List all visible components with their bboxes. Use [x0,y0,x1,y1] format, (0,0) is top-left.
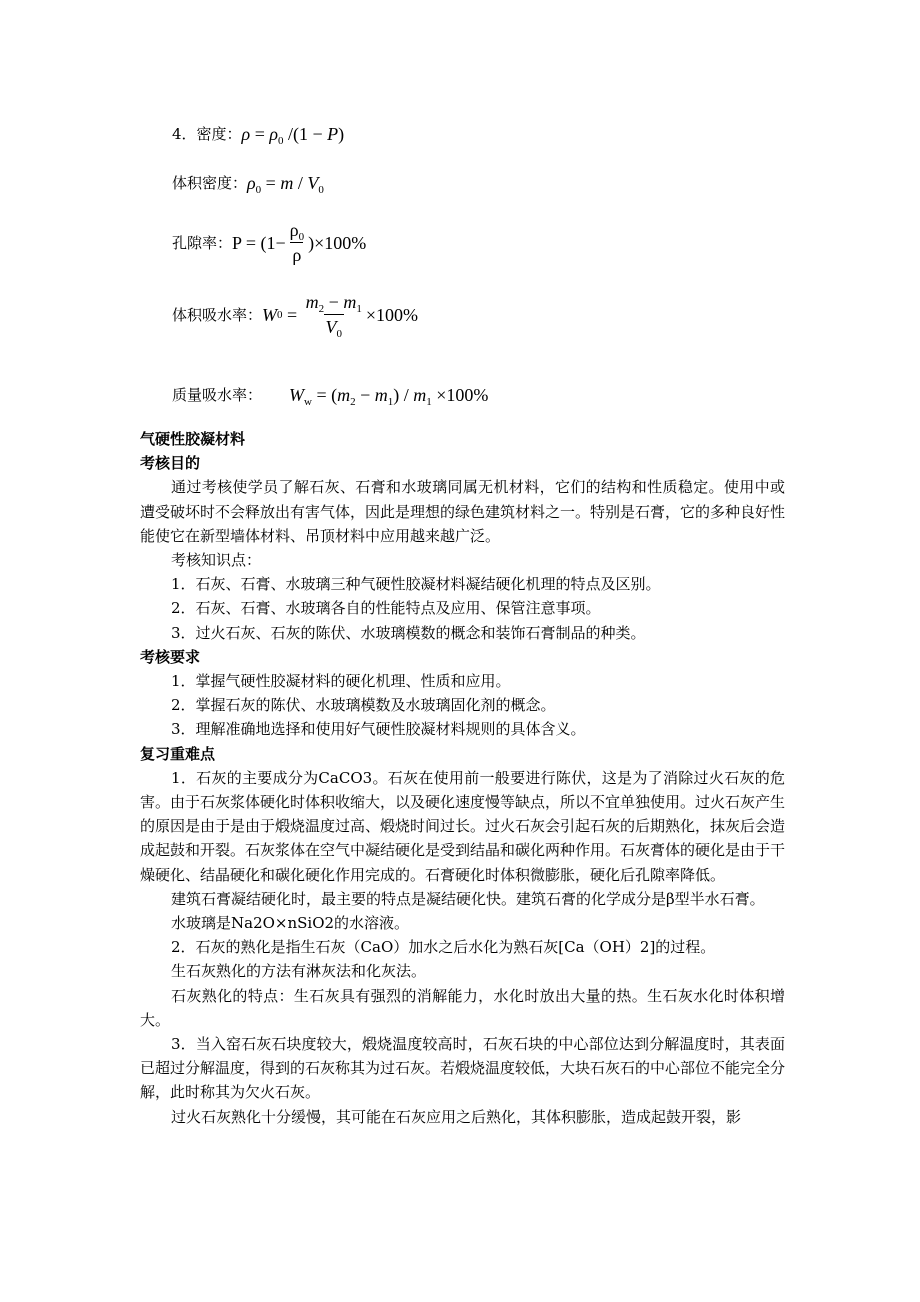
objectives-intro: 通过考核使学员了解石灰、石膏和水玻璃同属无机材料，它们的结构和性质稳定。使用中或遭受破坏时不会释放出有害气体，因此是理想的绿色建筑材料之一。特别是石膏，它的多种良好性能使它在新型墙体材料、吊顶材料中应用越来越广泛。 [140,478,786,545]
operator: ) / [393,385,414,405]
formula-expression [247,173,324,196]
subscript: 2 [350,396,356,408]
symbol: m [305,292,319,312]
formula-label: 体积吸水率： [172,305,263,324]
symbol: ρ [241,124,251,144]
symbol: m [343,292,357,312]
subscript: 1 [387,396,394,408]
symbol: ρ [289,220,299,240]
formula-label: 体积密度： [172,174,248,192]
formula-label: 质量吸水率： [172,386,263,404]
requirement-item: 2．掌握石灰的陈伏、水玻璃模数及水玻璃固化剂的概念。 [171,696,556,715]
operator: − [324,292,344,312]
review-paragraph: 生石灰熟化的方法有淋灰法和化灰法。 [171,962,427,981]
denominator: ρ [290,242,303,265]
formula-expression [241,124,345,147]
subscript: w [304,396,312,408]
symbol: m [280,173,294,193]
expression-part: P = (1− [232,232,286,253]
subscript: 1 [356,303,362,315]
requirements-heading: 考核要求 [140,647,201,666]
subscript: 1 [426,396,432,408]
review-heading: 复习重难点 [140,744,216,763]
operator: = [261,173,281,193]
review-paragraph: 2．石灰的熟化是指生石灰（CaO）加水之后水化为熟石灰[Ca（OH）2]的过程。 [171,938,716,957]
formula-label: 孔隙率： [172,233,233,252]
review-paragraph: 1．石灰的主要成分为CaCO3。石灰在使用前一般要进行陈伏，这是为了消除过火石灰的危害。由于石灰浆体硬化时体积收缩大，以及硬化速度慢等缺点，所以不宜单独使用。过火石灰产生的原因是由于是由于煅烧温度过高、煅烧时间过长。过火石灰会引起石灰的后期熟化，抹灰后会造成起鼓和开裂。石灰浆体在空气中凝结硬化是受到结晶和碳化两种作用。石灰膏体的硬化是由于干燥硬化、结晶硬化和碳化硬化作用完成的。石膏硬化时体积微膨胀，硬化后孔隙率降低。 [140,768,786,884]
operator: /(1 − [283,124,328,144]
formula-expression [262,365,488,425]
requirement-item: 3．理解准确地选择和使用好气硬性胶凝材料规则的具体含义。 [171,720,586,739]
operator: = ( [311,385,338,405]
formula-label: 4．密度： [172,125,242,143]
document-body [140,427,785,1129]
review-paragraph: 建筑石膏凝结硬化时，最主要的特点是凝结硬化快。建筑石膏的化学成分是β型半水石膏。 [171,889,765,908]
formula-volume-absorption [172,292,418,340]
formula-mass-absorption [172,365,488,425]
symbol: W [289,385,305,405]
requirement-item: 1．掌握气硬性胶凝材料的硬化机理、性质和应用。 [171,672,511,691]
operator: − [355,385,375,405]
symbol: V [325,317,337,337]
formula-expression [232,220,366,265]
subscript: 0 [277,135,284,147]
expression-part: ×100% [431,385,489,405]
section-title: 气硬性胶凝材料 [140,430,246,448]
knowledge-point: 1．石灰、石膏、水玻璃三种气硬性胶凝材料凝结硬化机理的特点及区别。 [171,575,661,594]
symbol: m [413,385,427,405]
symbol: ρ [247,173,256,193]
review-paragraph: 3．当入窑石灰石块度较大，煅烧温度较高时，石灰石块的中心部位达到分解温度时，其表面已超过分解温度，得到的石灰称其为过石灰。若煅烧温度较低，大块石灰石的中心部位不能完全分解，此时称其为欠火石灰。 [140,1035,786,1102]
symbol: m [374,385,388,405]
numerator [288,220,306,242]
subscript: 0 [255,184,262,196]
objectives-heading: 考核目的 [140,454,201,473]
review-paragraph: 过火石灰熟化十分缓慢，其可能在石灰应用之后熟化，其体积膨胀，造成起鼓开裂，影 [171,1107,742,1126]
symbol: V [307,173,319,193]
symbol: m [337,385,351,405]
subscript: 0 [298,231,305,243]
operator: = [250,124,270,144]
fraction [288,220,306,265]
knowledge-point: 2．石灰、石膏、水玻璃各自的性能特点及应用、保管注意事项。 [171,599,601,618]
subscript: 2 [318,303,325,315]
formula-bulk-density [172,173,324,196]
formula-porosity [172,220,366,265]
expression-part: ×100% [365,304,418,325]
knowledge-points-label: 考核知识点： [171,551,262,570]
review-paragraph: 水玻璃是Na2O×nSiO2的水溶液。 [171,914,410,933]
operator: / [293,173,308,193]
formula-density [172,124,345,147]
symbol: W [262,304,278,325]
symbol: ρ [269,124,278,144]
fraction [304,292,364,340]
denominator [324,314,345,340]
operator: = [282,304,302,325]
review-paragraph: 石灰熟化的特点：生石灰具有强烈的消解能力，水化时放出大量的热。生石灰水化时体积增大。 [140,986,785,1029]
expression-part: )×100% [308,232,367,253]
operator: ) [338,124,345,144]
symbol: P [327,124,339,144]
formula-expression: W 0 = $\frac{m_2 - m_1}{V_0}$ ×100% [262,292,418,340]
subscript: 0 [318,184,324,196]
knowledge-point: 3．过火石灰、石灰的陈伏、水玻璃模数的概念和装饰石膏制品的种类。 [171,623,646,642]
subscript: 0 [336,328,342,340]
numerator [304,292,364,314]
